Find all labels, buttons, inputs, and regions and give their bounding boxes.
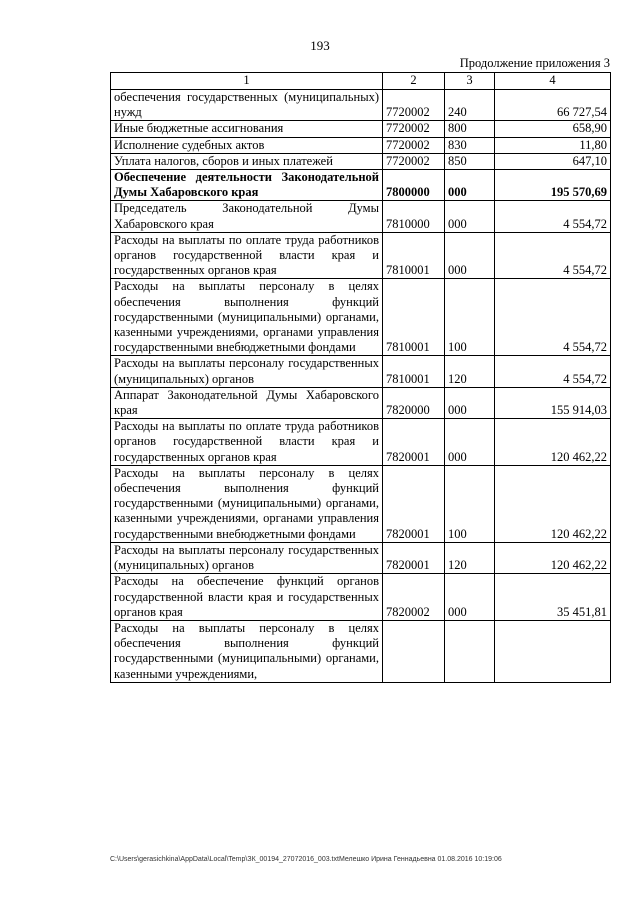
- row-amount: 4 554,72: [495, 232, 611, 279]
- row-type: 850: [445, 153, 495, 169]
- table-row: [111, 279, 611, 356]
- row-amount: 155 914,03: [495, 387, 611, 418]
- row-code: 7820001: [383, 465, 445, 542]
- row-name: Обеспечение деятельности Законодательной Думы Хабаровского края: [111, 170, 383, 201]
- row-type: [445, 620, 495, 682]
- row-name: Расходы на выплаты персоналу в целях обеспечения выполнения функций государственными (муниципальными) органами, казенными учреждениями,: [111, 620, 383, 682]
- row-code: 7810001: [383, 232, 445, 279]
- row-type: 120: [445, 356, 495, 387]
- row-name: Председатель Законодательной Думы Хабаровского края: [111, 201, 383, 232]
- row-name: Расходы на выплаты персоналу государственных (муниципальных) органов: [111, 356, 383, 387]
- row-amount: 35 451,81: [495, 574, 611, 621]
- row-code: 7810001: [383, 279, 445, 356]
- row-amount: [495, 620, 611, 682]
- row-name: Аппарат Законодательной Думы Хабаровского края: [111, 387, 383, 418]
- row-name: обеспечения государственных (муниципальных) нужд: [111, 90, 383, 121]
- row-amount: 4 554,72: [495, 201, 611, 232]
- row-amount: 11,80: [495, 137, 611, 153]
- row-code: 7720002: [383, 121, 445, 137]
- row-type: 240: [445, 90, 495, 121]
- table-row: [111, 574, 611, 621]
- row-code: 7820000: [383, 387, 445, 418]
- footer-file-path: C:\Users\gerasichkina\AppData\Local\Temp\ЗК_00194_27072016_003.txtМелешко Ирина Геннадьевна 01.08.2016 10:19:06: [110, 856, 502, 863]
- row-amount: 658,90: [495, 121, 611, 137]
- row-name: Расходы на выплаты персоналу в целях обеспечения выполнения функций государственными (муниципальными) органами, казенными учреждениями, органами управления государственными внебюджетными фондами: [111, 279, 383, 356]
- row-code: 7720002: [383, 90, 445, 121]
- row-amount: 120 462,22: [495, 465, 611, 542]
- table-row: [111, 465, 611, 542]
- row-name: Расходы на выплаты персоналу в целях обеспечения выполнения функций государственными (муниципальными) органами, казенными учреждениями, органами управления государственными внебюджетными фондами: [111, 465, 383, 542]
- row-type: 000: [445, 232, 495, 279]
- row-name: Расходы на выплаты персоналу государственных (муниципальных) органов: [111, 542, 383, 573]
- row-type: 000: [445, 419, 495, 466]
- row-type: 000: [445, 170, 495, 201]
- table-row: [111, 356, 611, 387]
- row-code: 7820002: [383, 574, 445, 621]
- row-name: Исполнение судебных актов: [111, 137, 383, 153]
- row-code: 7720002: [383, 153, 445, 169]
- table-row: [111, 620, 611, 682]
- row-code: [383, 620, 445, 682]
- row-code: 7720002: [383, 137, 445, 153]
- row-type: 800: [445, 121, 495, 137]
- row-name: Уплата налогов, сборов и иных платежей: [111, 153, 383, 169]
- table-row: [111, 90, 611, 121]
- table-row: [111, 153, 611, 169]
- row-amount: 195 570,69: [495, 170, 611, 201]
- row-name: Расходы на обеспечение функций органов государственной власти края и государственных органов края: [111, 574, 383, 621]
- table-row: [111, 232, 611, 279]
- header-col-4: 4: [495, 73, 611, 90]
- row-type: 100: [445, 279, 495, 356]
- row-amount: 120 462,22: [495, 542, 611, 573]
- row-code: 7810000: [383, 201, 445, 232]
- table-row: [111, 201, 611, 232]
- table-row: [111, 542, 611, 573]
- row-type: 830: [445, 137, 495, 153]
- table-body: [111, 90, 611, 683]
- row-code: 7820001: [383, 542, 445, 573]
- row-amount: 4 554,72: [495, 279, 611, 356]
- row-name: Расходы на выплаты по оплате труда работников органов государственной власти края и государственных органов края: [111, 232, 383, 279]
- row-type: 000: [445, 574, 495, 621]
- table-row: [111, 419, 611, 466]
- header-col-3: 3: [445, 73, 495, 90]
- row-name: Иные бюджетные ассигнования: [111, 121, 383, 137]
- row-code: 7800000: [383, 170, 445, 201]
- table-row: [111, 387, 611, 418]
- table-header-row: [111, 73, 611, 90]
- table-row: [111, 137, 611, 153]
- row-type: 000: [445, 387, 495, 418]
- page-number: 193: [310, 38, 330, 53]
- row-type: 100: [445, 465, 495, 542]
- row-amount: 66 727,54: [495, 90, 611, 121]
- row-type: 120: [445, 542, 495, 573]
- row-code: 7820001: [383, 419, 445, 466]
- header-col-1: 1: [111, 73, 383, 90]
- table-row: [111, 170, 611, 201]
- budget-table: [110, 72, 611, 683]
- row-type: 000: [445, 201, 495, 232]
- row-amount: 4 554,72: [495, 356, 611, 387]
- row-amount: 647,10: [495, 153, 611, 169]
- row-name: Расходы на выплаты по оплате труда работников органов государственной власти края и государственных органов края: [111, 419, 383, 466]
- header-col-2: 2: [383, 73, 445, 90]
- table-row: [111, 121, 611, 137]
- row-amount: 120 462,22: [495, 419, 611, 466]
- row-code: 7810001: [383, 356, 445, 387]
- continuation-label: Продолжение приложения 3: [459, 56, 610, 70]
